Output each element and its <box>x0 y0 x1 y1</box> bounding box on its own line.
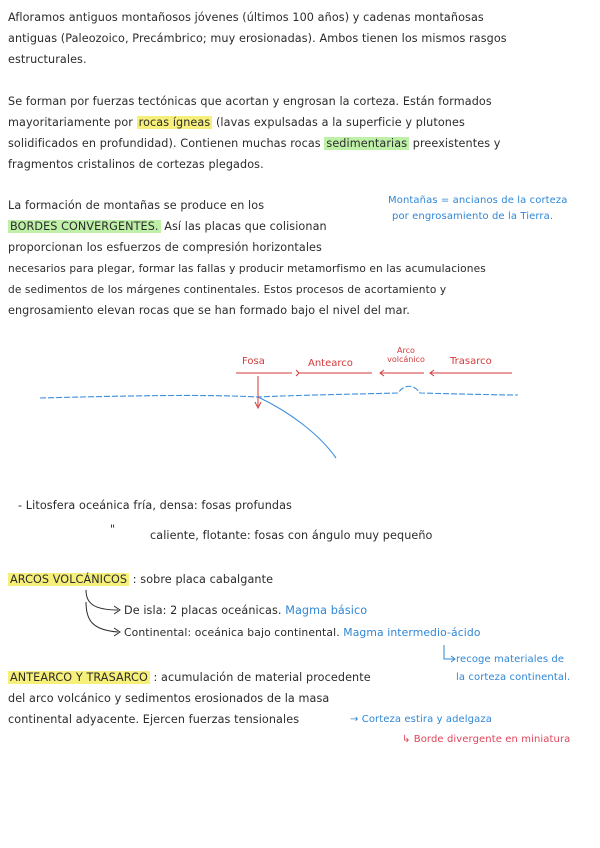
para3-line3: proporcionan los esfuerzos de compresión horizontales <box>8 241 322 254</box>
highlight-sedimentarias: sedimentarias <box>326 137 408 150</box>
antearco-arrow-note: → Corteza estira y adelgaza <box>350 714 492 725</box>
para2-line2-rest: (lavas expulsadas a la superficie y plutones <box>215 116 465 129</box>
para1-line1: Afloramos antiguos montañosos jóvenes (últimos 100 años) y cadenas montañosas <box>8 11 484 24</box>
arcos-item-continental-magma: Magma intermedio-ácido <box>343 626 481 639</box>
arcos-heading-rest: : sobre placa cabalgante <box>132 573 274 586</box>
arcos-note-line1: recoge materiales de <box>456 654 565 665</box>
arcos-item-isla-text: De isla: 2 placas oceánicas. <box>124 604 282 617</box>
arcos-item-isla-magma: Magma básico <box>285 604 368 617</box>
para2-line3 <box>8 134 501 154</box>
para3-line2 <box>8 217 327 237</box>
label-fosa: Fosa <box>242 356 265 367</box>
side-note-line1: Montañas = ancianos de la corteza <box>388 195 568 206</box>
arcos-item-isla <box>124 601 367 621</box>
antearco-line3: continental adyacente. Ejercen fuerzas tensionales <box>8 713 300 726</box>
para1-line3: estructurales. <box>8 53 87 66</box>
side-note-line2: por engrosamiento de la Tierra. <box>392 211 554 222</box>
antearco-line1-rest: : acumulación de material procedente <box>153 671 371 684</box>
para3-line2-rest: Así las placas que colisionan <box>164 220 327 233</box>
para2-line3-rest: preexistentes y <box>412 137 501 150</box>
para3-line5: de sedimentos de los márgenes continentales. Estos procesos de acortamiento y <box>8 284 447 296</box>
para2-line2-text: mayoritariamente por <box>8 116 133 129</box>
para3-line6: engrosamiento elevan rocas que se han formado bajo el nivel del mar. <box>8 304 410 317</box>
arcos-note-line2: la corteza continental. <box>456 672 571 683</box>
arcos-item-continental <box>124 623 481 643</box>
para3-line4: necesarios para plegar, formar las fallas y producir metamorfismo en las acumulaciones <box>8 263 486 275</box>
antearco-line1 <box>8 668 371 688</box>
highlight-rocas-igneas: rocas ígneas <box>138 116 211 129</box>
highlight-bordes-convergentes: BORDES CONVERGENTES. <box>10 220 159 233</box>
litosfera-line1: - Litosfera oceánica fría, densa: fosas profundas <box>18 499 292 512</box>
antearco-red-note: ↳ Borde divergente en miniatura <box>402 734 571 745</box>
highlight-antearco-trasarco: ANTEARCO Y TRASARCO <box>10 671 148 684</box>
subduction-diagram <box>0 340 600 460</box>
arcos-branch-arrows <box>80 588 130 638</box>
label-arco-volcanico: Arco volcánico <box>387 346 425 364</box>
para3-line1: La formación de montañas se produce en los <box>8 199 265 212</box>
litosfera-line2: caliente, flotante: fosas con ángulo muy pequeño <box>150 529 433 542</box>
para2-line3-text: solidificados en profundidad). Contienen muchas rocas <box>8 137 321 150</box>
para2-line1: Se forman por fuerzas tectónicas que acortan y engrosan la corteza. Están formados <box>8 95 492 108</box>
arcos-heading <box>8 570 273 590</box>
subduction-sketch <box>0 340 600 460</box>
label-antearco: Antearco <box>308 358 353 369</box>
arcos-item-continental-text: Continental: oceánica bajo continental. <box>124 626 340 639</box>
para2-line4: fragmentos cristalinos de cortezas plegados. <box>8 158 264 171</box>
highlight-arcos-volcanicos: ARCOS VOLCÁNICOS <box>10 573 128 586</box>
label-trasarco: Trasarco <box>450 356 492 367</box>
para2-line2 <box>8 113 465 133</box>
para1-line2: antiguas (Paleozoico, Precámbrico; muy erosionadas). Ambos tienen los mismos rasgos <box>8 32 507 45</box>
litosfera-ditto: " <box>110 523 116 536</box>
antearco-line2: del arco volcánico y sedimentos erosionados de la masa <box>8 692 330 705</box>
